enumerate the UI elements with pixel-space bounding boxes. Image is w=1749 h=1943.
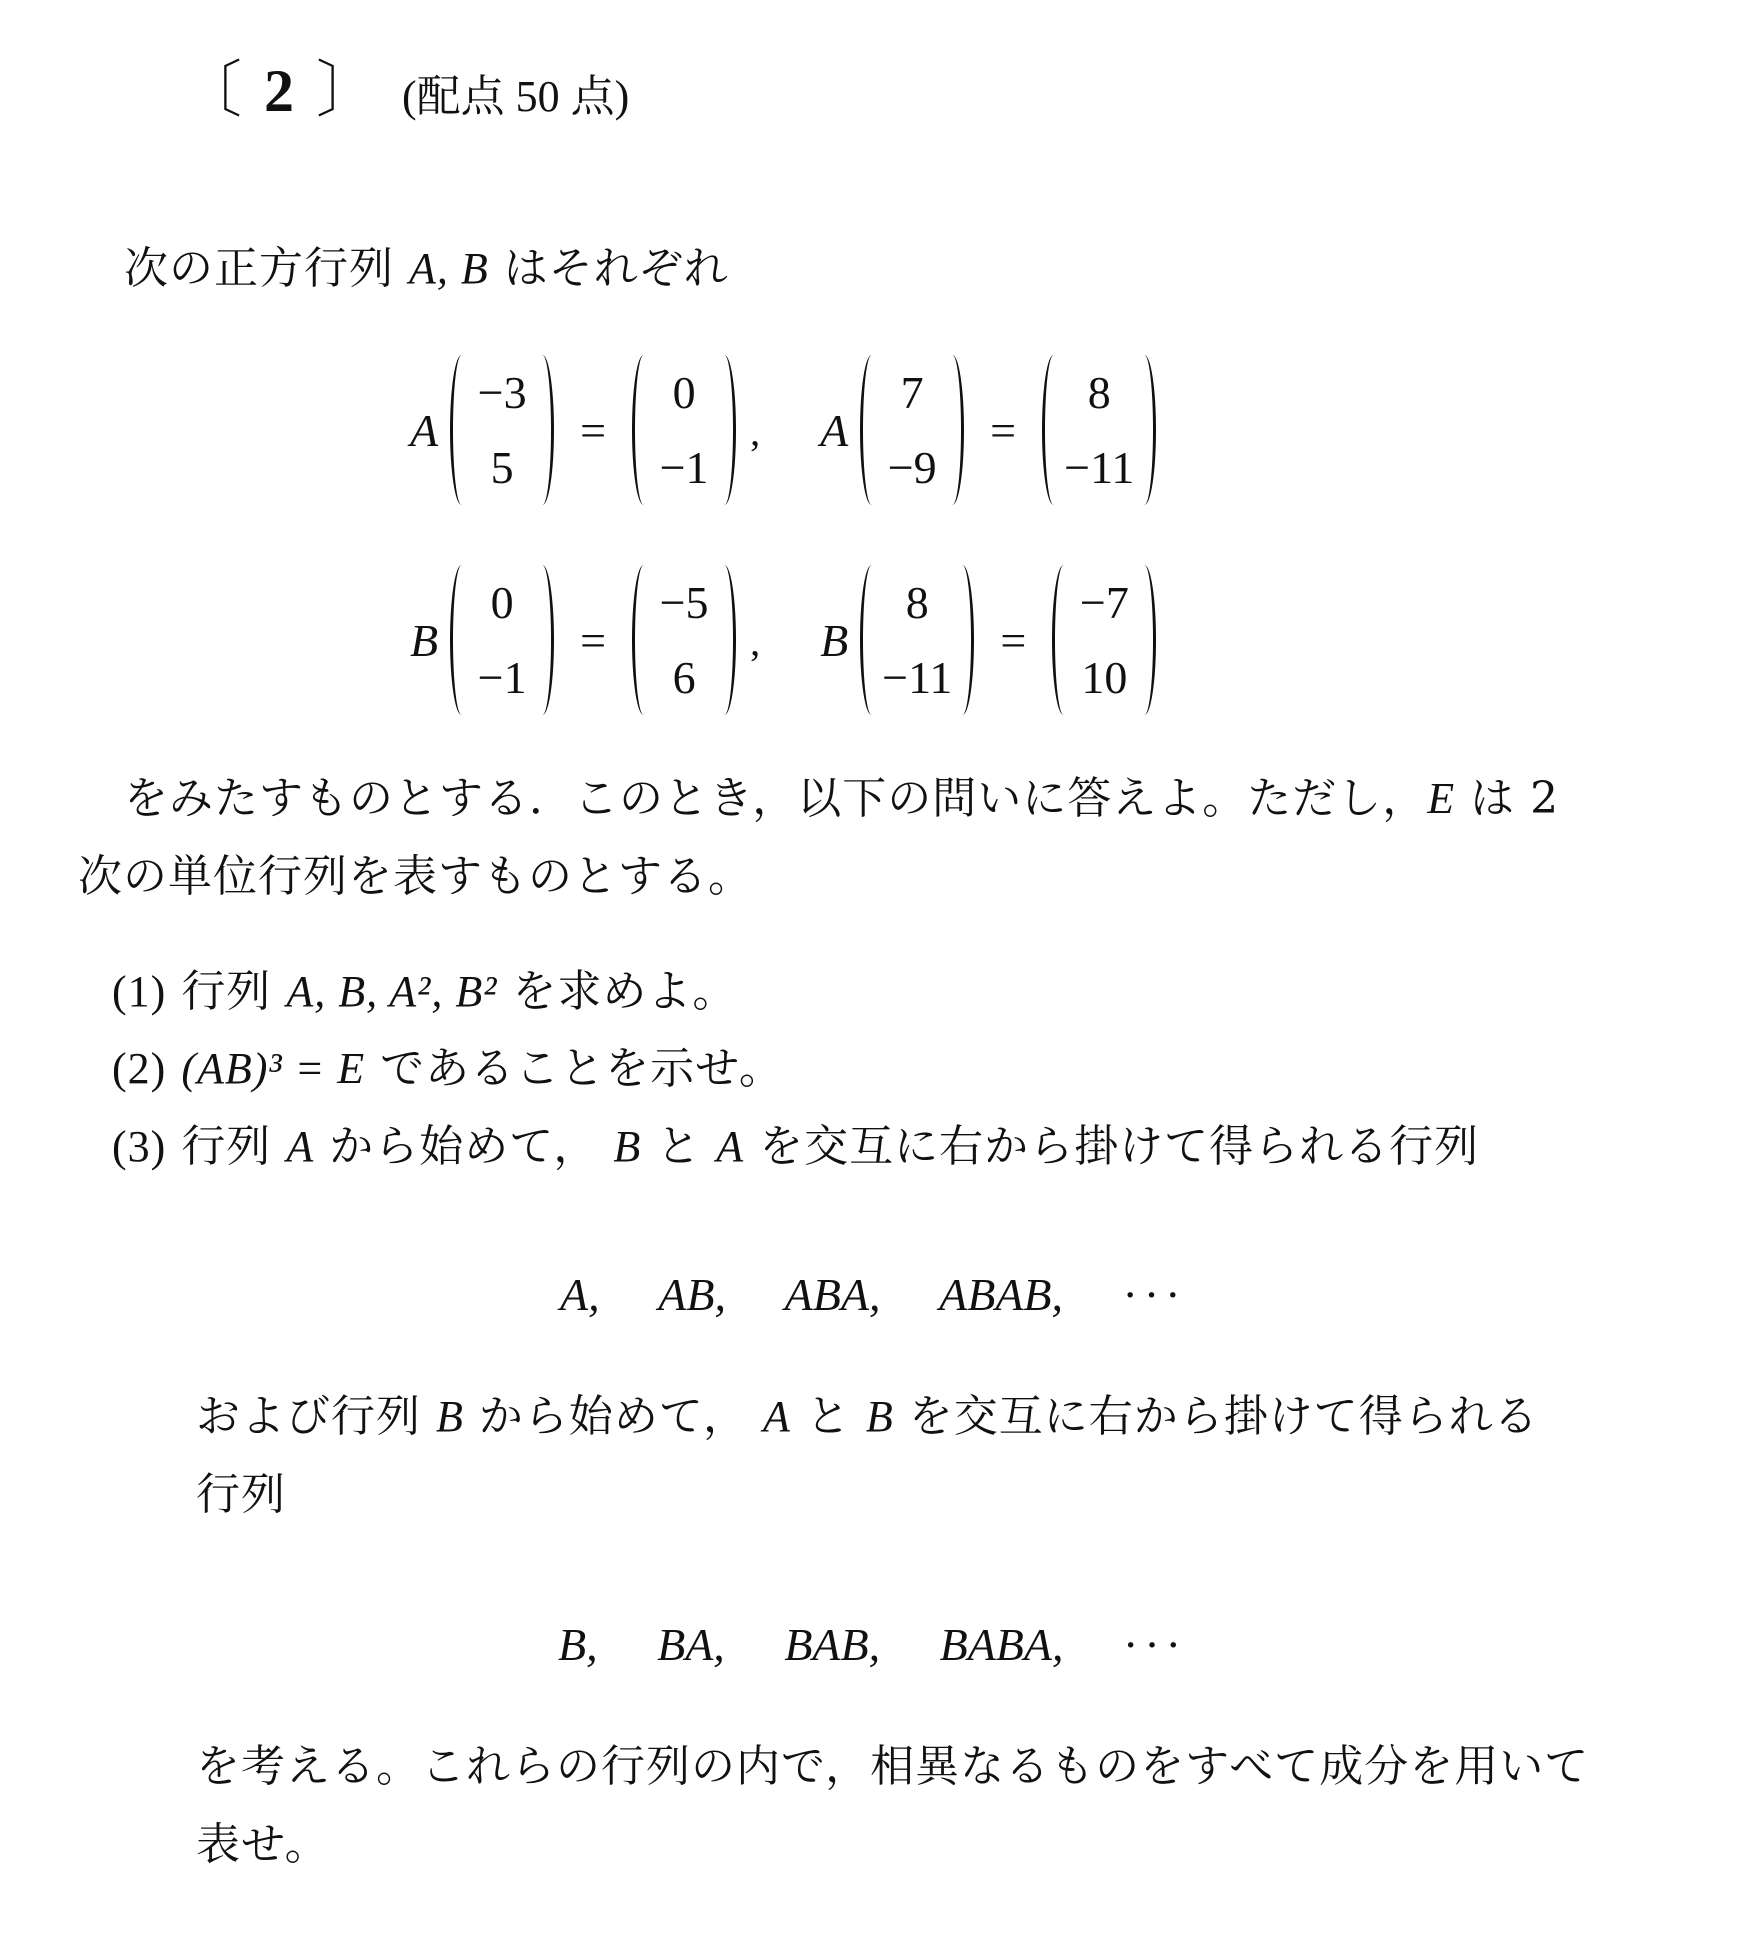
question-text: を交互に右から掛けて得られる bbox=[908, 1391, 1539, 1442]
input-vector bbox=[450, 355, 554, 505]
question-math: A bbox=[716, 1122, 745, 1171]
matrix-symbol: B bbox=[410, 614, 439, 666]
equals-sign: = bbox=[990, 404, 1017, 456]
vector-entry: 8 bbox=[1087, 366, 1111, 418]
question-text: から始めて， bbox=[478, 1391, 749, 1442]
question-3-line-5: 表せ。 bbox=[196, 1819, 330, 1870]
question-math: B bbox=[865, 1392, 894, 1441]
sequence-from-a bbox=[560, 1268, 1235, 1321]
vector-entry: 10 bbox=[1081, 651, 1128, 703]
question-1 bbox=[112, 955, 737, 1019]
sequence-term: ABA, bbox=[784, 1269, 881, 1320]
question-math: A bbox=[763, 1392, 791, 1441]
vector-entry: 0 bbox=[490, 576, 514, 628]
question-text: を交互に右から掛けて得られる行列 bbox=[759, 1121, 1480, 1172]
question-3-line-1 bbox=[112, 1110, 1479, 1174]
question-3-line-2 bbox=[196, 1380, 1539, 1444]
equals-sign: = bbox=[580, 614, 607, 666]
intro-text bbox=[124, 232, 729, 296]
question-text: であることを示せ。 bbox=[380, 1043, 784, 1094]
sequence-term: A, bbox=[560, 1269, 600, 1320]
input-vector bbox=[450, 565, 554, 715]
comma: , bbox=[750, 409, 761, 454]
question-label: (2) bbox=[112, 1044, 167, 1093]
bracket-left: 〔 bbox=[180, 53, 243, 126]
vector-entry: −9 bbox=[887, 441, 937, 493]
equals-sign: = bbox=[580, 404, 607, 456]
question-label: (1) bbox=[112, 967, 167, 1016]
equals-sign: = bbox=[1000, 614, 1027, 666]
vector-entry: −3 bbox=[477, 366, 527, 418]
question-text: および行列 bbox=[196, 1391, 421, 1442]
question-text: と bbox=[656, 1121, 702, 1172]
problem-number: 2 bbox=[264, 58, 295, 124]
question-text: 行列 bbox=[181, 966, 272, 1017]
sequence-term: BABA, bbox=[939, 1619, 1064, 1670]
vector-entry: −1 bbox=[659, 441, 709, 493]
vector-entry: 5 bbox=[490, 441, 514, 493]
problem-header bbox=[180, 40, 629, 129]
question-math: A, B, A², B² bbox=[286, 967, 498, 1016]
input-vector bbox=[860, 355, 964, 505]
intro-before: 次の正方行列 bbox=[124, 243, 394, 294]
question-text: 行列 bbox=[181, 1121, 272, 1172]
sequence-term: B, bbox=[558, 1619, 598, 1670]
vector-entry: −11 bbox=[1064, 441, 1135, 493]
intro-after: はそれぞれ bbox=[503, 243, 729, 294]
vector-entry: −1 bbox=[477, 651, 527, 703]
matrix-symbol: B bbox=[820, 614, 849, 666]
vector-entry: −5 bbox=[659, 576, 709, 628]
question-math: A bbox=[286, 1122, 315, 1171]
matrix-symbol: A bbox=[820, 404, 849, 456]
question-2 bbox=[112, 1032, 784, 1096]
equation-row-b bbox=[410, 565, 1164, 715]
question-math: B bbox=[613, 1122, 642, 1171]
output-vector bbox=[632, 565, 736, 715]
output-vector bbox=[1052, 565, 1156, 715]
question-3-line-3: 行列 bbox=[196, 1469, 286, 1520]
question-text: から始めて， bbox=[329, 1121, 599, 1172]
condition-line-1 bbox=[124, 762, 1559, 826]
output-vector bbox=[632, 355, 736, 505]
ellipsis: ··· bbox=[1123, 1619, 1187, 1670]
question-text: を求めよ。 bbox=[512, 966, 738, 1017]
vector-entry: 8 bbox=[905, 576, 929, 628]
vector-entry: 7 bbox=[900, 366, 924, 418]
bracket-right: 〕 bbox=[316, 53, 379, 126]
ellipsis: ··· bbox=[1122, 1269, 1187, 1320]
points-label: (配点 50 点) bbox=[402, 72, 630, 121]
question-math: B bbox=[436, 1392, 464, 1441]
sequence-from-b bbox=[558, 1618, 1235, 1671]
matrix-symbol: A bbox=[410, 404, 439, 456]
intro-matrices: A, B bbox=[409, 244, 489, 293]
sequence-term: BAB, bbox=[784, 1619, 881, 1670]
question-math: (AB)³ = E bbox=[181, 1044, 366, 1093]
vector-entry: −7 bbox=[1079, 576, 1129, 628]
input-vector bbox=[860, 565, 974, 715]
sequence-term: BA, bbox=[657, 1619, 725, 1670]
comma: , bbox=[750, 619, 761, 664]
question-text: と bbox=[805, 1391, 851, 1442]
question-label: (3) bbox=[112, 1122, 167, 1171]
condition-text: をみたすものとする．このとき，以下の問いに答えよ。ただし， bbox=[124, 773, 1428, 824]
condition-text: は 2 bbox=[1470, 773, 1560, 824]
identity-symbol: E bbox=[1427, 774, 1456, 823]
equation-row-a bbox=[410, 355, 1164, 505]
question-3-line-4: を考える。これらの行列の内で，相異なるものをすべて成分を用いて bbox=[196, 1741, 1590, 1792]
condition-line-2: 次の単位行列を表すものとする。 bbox=[78, 851, 753, 902]
sequence-term: AB, bbox=[658, 1269, 726, 1320]
vector-entry: 6 bbox=[672, 651, 696, 703]
vector-entry: 0 bbox=[672, 366, 696, 418]
sequence-term: ABAB, bbox=[939, 1269, 1064, 1320]
vector-entry: −11 bbox=[882, 651, 953, 703]
output-vector bbox=[1042, 355, 1156, 505]
